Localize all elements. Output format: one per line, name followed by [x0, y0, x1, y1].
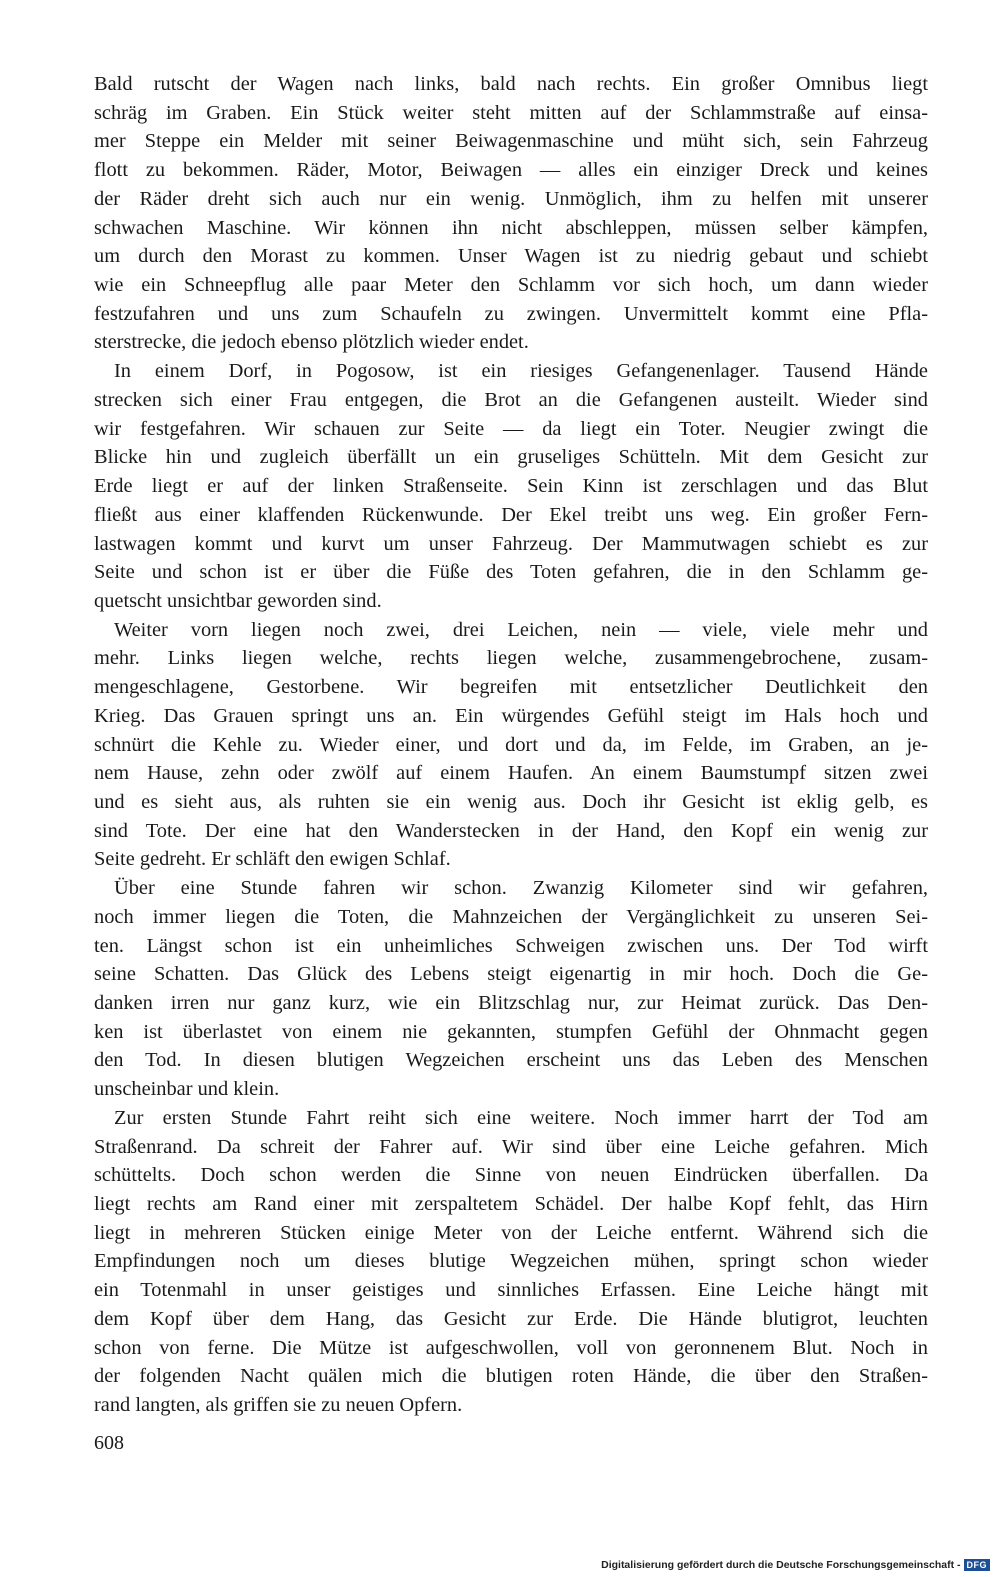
text-line: schnürt die Kehle zu. Wieder einer, und dort und da, im Felde, im Graben, an je- [94, 733, 928, 756]
text-line: liegt rechts am Rand einer mit zerspaltetem Schädel. Der halbe Kopf fehlt, das Hirn [94, 1193, 928, 1216]
text-line: wir festgefahren. Wir schauen zur Seite — da liegt ein Toter. Neugier zwingt die [94, 417, 928, 440]
text-line: sterstrecke, die jedoch ebenso plötzlich wieder endet. [94, 331, 529, 354]
text-line: danken irren nur ganz kurz, wie ein Blitzschlag nur, zur Heimat zurück. Das Den- [94, 992, 928, 1014]
text-line: In einem Dorf, in Pogosow, ist ein riesiges Gefangenenlager. Tausend Hände [114, 360, 928, 383]
text-line: Weiter vorn liegen noch zwei, drei Leichen, nein — viele, viele mehr und [114, 618, 928, 641]
page-body-text [94, 70, 928, 1420]
digitization-footer [601, 1559, 990, 1571]
dfg-logo: DFG [964, 1559, 991, 1571]
text-line: ken ist überlastet von einem nie gekannten, stumpfen Gefühl der Ohnmacht gegen [94, 1020, 928, 1043]
text-line: unscheinbar und klein. [94, 1078, 280, 1101]
text-line: der Räder dreht sich auch nur ein wenig. Unmöglich, ihm zu helfen mit unserer [94, 187, 928, 210]
text-line: Erde liegt er auf der linken Straßenseite. Sein Kinn ist zerschlagen und das Blut [94, 475, 928, 498]
text-line: strecken sich einer Frau entgegen, die Brot an die Gefangenen austeilt. Wieder sind [94, 388, 928, 411]
text-line: schräg im Graben. Ein Stück weiter steht mitten auf der Schlammstraße auf einsa- [94, 101, 928, 124]
text-line: ein Totenmahl in unser geistiges und sinnliches Erfassen. Eine Leiche hängt mit [94, 1279, 928, 1302]
text-line: sind Tote. Der eine hat den Wanderstecken in der Hand, den Kopf ein wenig zur [94, 819, 928, 842]
text-line: schon von ferne. Die Mütze ist aufgeschwollen, voll von geronnenem Blut. Noch in [94, 1336, 928, 1359]
footer-credit-text: Digitalisierung gefördert durch die Deutsche Forschungsgemeinschaft - [601, 1559, 961, 1571]
text-line: mer Steppe ein Melder mit seiner Beiwagenmaschine und müht sich, sein Fahrzeug [94, 130, 928, 153]
text-line: ten. Längst schon ist ein unheimliches Schweigen zwischen uns. Der Tod wirft [94, 934, 928, 957]
text-line: Über eine Stunde fahren wir schon. Zwanzig Kilometer sind wir gefahren, [114, 877, 928, 900]
text-line: und es sieht aus, als ruhten sie ein wenig aus. Doch ihr Gesicht ist eklig gelb, es [94, 790, 928, 813]
text-line: dem Kopf über dem Hang, das Gesicht zur Erde. Die Hände blutigrot, leuchten [94, 1307, 928, 1330]
text-line: Straßenrand. Da schreit der Fahrer auf. Wir sind über eine Leiche gefahren. Mich [94, 1135, 928, 1158]
text-line: wie ein Schneepflug alle paar Meter den Schlamm vor sich hoch, um dann wieder [94, 274, 928, 297]
text-line: Seite und schon ist er über die Füße des Toten gefahren, die in den Schlamm ge- [94, 561, 928, 584]
text-line: schüttelts. Doch schon werden die Sinne von neuen Eindrücken überfallen. Da [94, 1164, 928, 1187]
text-line: mehr. Links liegen welche, rechts liegen welche, zusammengebrochene, zusam- [94, 647, 928, 670]
text-line: quetscht unsichtbar geworden sind. [94, 589, 382, 612]
text-line: mengeschlagene, Gestorbene. Wir begreifen mit entsetzlicher Deutlichkeit den [94, 676, 928, 699]
text-line: Seite gedreht. Er schläft den ewigen Schlaf. [94, 848, 451, 871]
text-line: lastwagen kommt und kurvt um unser Fahrzeug. Der Mammutwagen schiebt es zur [94, 532, 928, 555]
text-line: liegt in mehreren Stücken einige Meter von der Leiche entfernt. Während sich die [94, 1221, 928, 1244]
text-line: fließt aus einer klaffenden Rückenwunde. Der Ekel treibt uns weg. Ein großer Fern- [94, 503, 928, 526]
text-line: festzufahren und uns zum Schaufeln zu zwingen. Unvermittelt kommt eine Pfla- [94, 302, 928, 325]
text-line: Blicke hin und zugleich überfällt un ein gruseliges Schütteln. Mit dem Gesicht zur [94, 446, 928, 469]
text-line: nem Hause, zehn oder zwölf auf einem Haufen. An einem Baumstumpf sitzen zwei [94, 762, 928, 785]
page-number: 608 [94, 1432, 124, 1454]
text-line: um durch den Morast zu kommen. Unser Wagen ist zu niedrig gebaut und schiebt [94, 245, 928, 268]
text-line: flott zu bekommen. Räder, Motor, Beiwagen — alles ein einziger Dreck und keines [94, 159, 928, 182]
text-line: Bald rutscht der Wagen nach links, bald nach rechts. Ein großer Omnibus liegt [94, 73, 928, 95]
text-line: der folgenden Nacht quälen mich die blutigen roten Hände, die über den Straßen- [94, 1365, 928, 1388]
text-line: seine Schatten. Das Glück des Lebens steigt eigenartig in mir hoch. Doch die Ge- [94, 963, 928, 986]
text-line: Zur ersten Stunde Fahrt reiht sich eine weitere. Noch immer harrt der Tod am [114, 1106, 928, 1129]
text-line: rand langten, als griffen sie zu neuen Opfern. [94, 1394, 463, 1417]
text-line: den Tod. In diesen blutigen Wegzeichen erscheint uns das Leben des Menschen [94, 1049, 928, 1072]
text-line: schwachen Maschine. Wir können ihn nicht abschleppen, müssen selber kämpfen, [94, 216, 928, 239]
text-line: Empfindungen noch um dieses blutige Wegzeichen mühen, springt schon wieder [94, 1250, 928, 1273]
text-line: noch immer liegen die Toten, die Mahnzeichen der Vergänglichkeit zu unseren Sei- [94, 905, 928, 928]
text-line: Krieg. Das Grauen springt uns an. Ein würgendes Gefühl steigt im Hals hoch und [94, 704, 928, 727]
